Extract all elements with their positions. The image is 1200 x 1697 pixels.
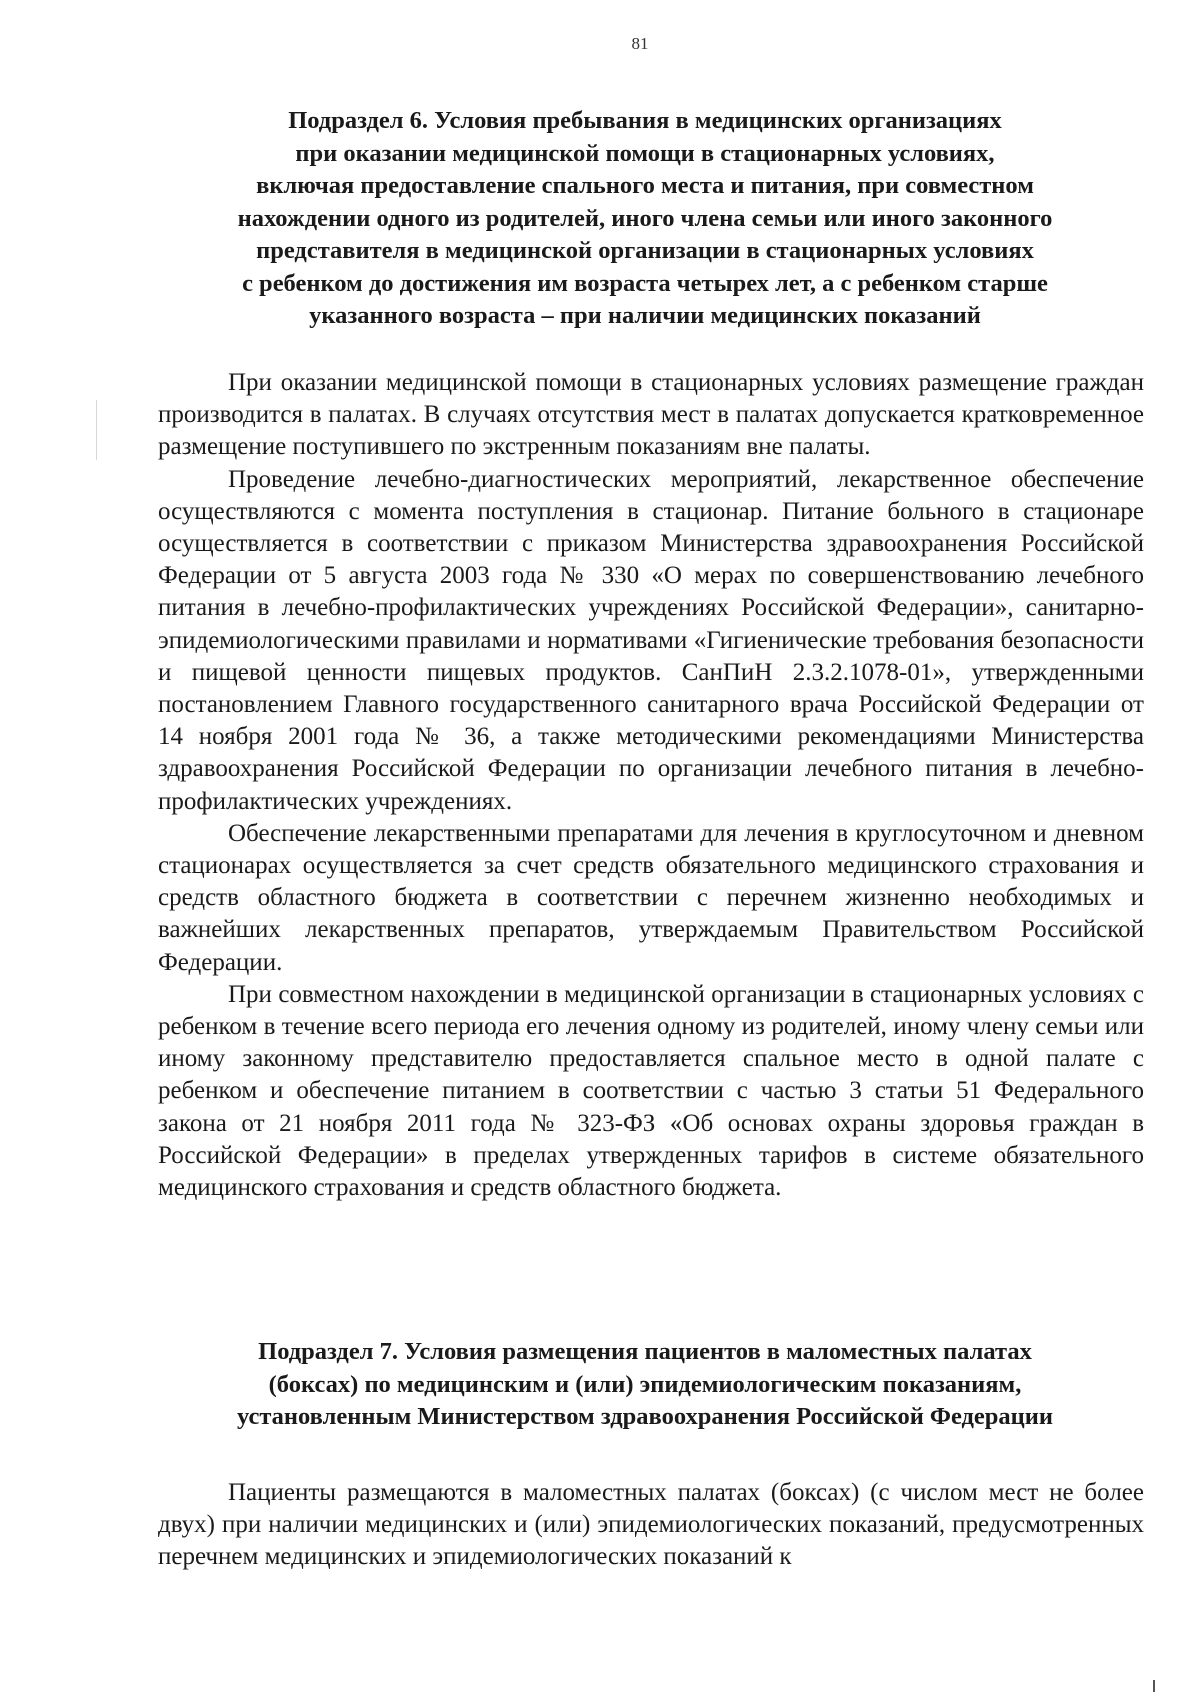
heading-line: с ребенком до достижения им возраста четырех лет, а с ребенком старше [242, 269, 1048, 297]
heading-line: при оказании медицинской помощи в стационарных условиях, [295, 139, 995, 167]
heading-line: включая предоставление спального места и питания, при совместном [256, 172, 1034, 199]
paragraph: Обеспечение лекарственными препаратами для лечения в круглосуточном и дневном стационарах осуществляется за счет средств обязательного медицинского страхования и средств областного бюджета в соответствии с перечнем жизненно необходимых и важнейших лекарственных препаратов, утверждаемым Правительством Российской Федерации. [158, 819, 1144, 976]
paragraph: При совместном нахождении в медицинской организации в стационарных условиях с ребенком в течение всего периода его лечения одному из родителей, иному члену семьи или иному законному представителю предоставляется спальное место в одной палате с ребенком и обеспечение питанием в соответствии с частью 3 статьи 51 Федерального закона от 21 ноября 2011 года № 323-ФЗ «Об основах охраны здоровья граждан в Российской Федерации» в пределах утвержденных тарифов в системе обязательного медицинского страхования и средств областного бюджета. [158, 980, 1144, 1202]
section-6-heading [150, 105, 1140, 333]
heading-line: представителя в медицинской организации в стационарных условиях [256, 237, 1034, 264]
heading-line: Подраздел 6. Условия пребывания в медицинских организациях [288, 107, 1002, 134]
scan-tick-mark [1153, 1680, 1155, 1692]
paragraph: При оказании медицинской помощи в стационарных условиях размещение граждан производится в палатах. В случаях отсутствия мест в палатах допускается кратковременное размещение поступившего по экстренным показаниям вне палаты. [158, 369, 1144, 461]
scan-margin-mark [96, 400, 97, 460]
heading-line: Подраздел 7. Условия размещения пациентов в маломестных палатах [258, 1338, 1032, 1365]
section-7-heading [150, 1336, 1140, 1434]
page-number: 81 [631, 34, 649, 53]
heading-line: (боксах) по медицинским и (или) эпидемиологическим показаниям, [268, 1370, 1022, 1398]
paragraph: Пациенты размещаются в маломестных палатах (боксах) (с числом мест не более двух) при наличии медицинских и (или) эпидемиологических показаний, предусмотренных перечнем медицинских и эпидемиологических показаний к [158, 1479, 1144, 1571]
heading-line: указанного возраста – при наличии медицинских показаний [309, 302, 981, 329]
heading-line: установленным Министерством здравоохранения Российской Федерации [236, 1403, 1054, 1430]
section-6-body [158, 367, 1144, 1204]
paragraph: Проведение лечебно-диагностических мероприятий, лекарственное обеспечение осуществляются с момента поступления в стационар. Питание больного в стационаре осуществляется в соответствии с приказом Министерства здравоохранения Российской Федерации от 5 августа 2003 года № 330 «О мерах по совершенствованию лечебного питания в лечебно-профилактических учреждениях Российской Федерации», санитарно-эпидемиологическими правилами и нормативами «Гигиенические требования безопасности и пищевой ценности пищевых продуктов. СанПиН 2.3.2.1078-01», утвержденными постановлением Главного государственного санитарного врача Российской Федерации от 14 ноября 2001 года № 36, а также методическими рекомендациями Министерства здравоохранения Российской Федерации по организации лечебного питания в лечебно-профилактических учреждениях. [158, 465, 1144, 815]
heading-line: нахождении одного из родителей, иного члена семьи или иного законного [237, 204, 1053, 232]
section-7-body [158, 1477, 1144, 1574]
